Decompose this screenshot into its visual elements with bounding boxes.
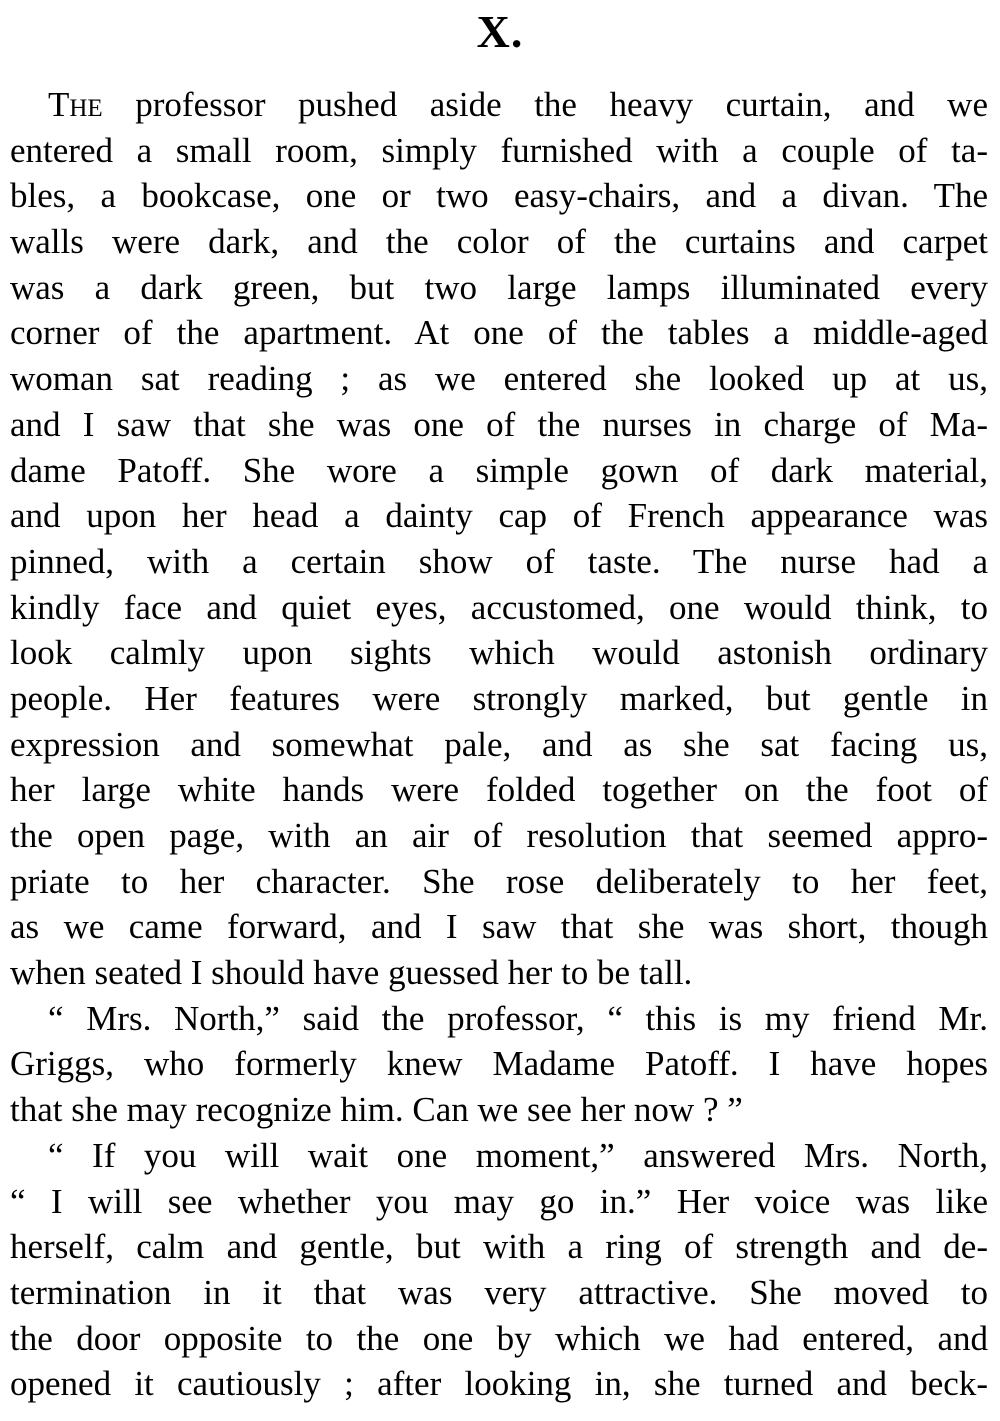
text-line: that she may recognize him. Can we see her now ? ”	[10, 1090, 743, 1130]
text-line: The professor pushed aside the heavy curtain, and we	[48, 85, 988, 124]
text-line: as we came forward, and I saw that she was short, though	[10, 907, 988, 947]
text-line: walls were dark, and the color of the curtains and carpet	[10, 222, 988, 262]
text-line: “ Mrs. North,” said the professor, “ this is my friend Mr.	[48, 998, 988, 1038]
text-line: people. Her features were strongly marked, but gentle in	[10, 678, 988, 718]
paragraph	[10, 996, 988, 1133]
text-line: and upon her head a dainty cap of French appearance was	[10, 496, 988, 536]
text-line: the door opposite to the one by which we had entered, and	[10, 1318, 988, 1358]
text-line: herself, calm and gentle, but with a ring of strength and de-	[10, 1227, 988, 1267]
paragraph	[10, 1133, 988, 1407]
paragraph	[10, 82, 988, 996]
chapter-heading: X.	[476, 6, 524, 57]
text-line: entered a small room, simply furnished with a couple of ta-	[10, 130, 988, 170]
text-line: priate to her character. She rose deliberately to her feet,	[10, 861, 988, 901]
text-line: kindly face and quiet eyes, accustomed, one would think, to	[10, 587, 988, 627]
text-line: “ If you will wait one moment,” answered Mrs. North,	[48, 1135, 988, 1175]
text-line: bles, a bookcase, one or two easy-chairs, and a divan. The	[10, 176, 988, 216]
text-line: the open page, with an air of resolution that seemed appro-	[10, 816, 988, 855]
text-line: woman sat reading ; as we entered she looked up at us,	[10, 359, 988, 399]
text-line: was a dark green, but two large lamps illuminated every	[10, 267, 988, 307]
text-line: termination in it that was very attractive. She moved to	[10, 1272, 988, 1312]
text-line: and I saw that she was one of the nurses in charge of Ma-	[10, 404, 988, 444]
text-line: when seated I should have guessed her to be tall.	[10, 953, 693, 993]
text-line: opened it cautiously ; after looking in, she turned and beck-	[10, 1364, 988, 1404]
text-line: her large white hands were folded together on the foot of	[10, 770, 988, 810]
text-line: look calmly upon sights which would astonish ordinary	[10, 633, 988, 673]
text-line: corner of the apartment. At one of the tables a middle-aged	[10, 313, 988, 353]
text-line: expression and somewhat pale, and as she sat facing us,	[10, 724, 988, 764]
text-line: pinned, with a certain show of taste. The nurse had a	[10, 541, 988, 581]
opening-word: The	[48, 85, 103, 124]
body-text	[10, 82, 988, 1407]
text-line: Griggs, who formerly knew Madame Patoff. I have hopes	[10, 1044, 988, 1084]
text-line: “ I will see whether you may go in.” Her voice was like	[10, 1181, 988, 1221]
text-line: dame Patoff. She wore a simple gown of dark material,	[10, 450, 988, 490]
